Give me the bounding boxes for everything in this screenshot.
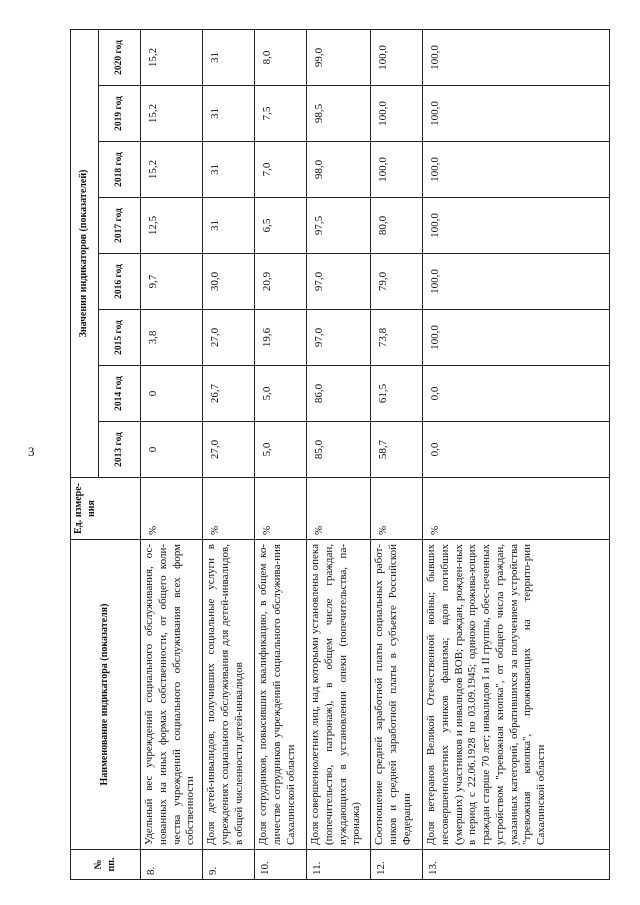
row-value: 0: [141, 366, 203, 422]
row-value: 7,5: [255, 86, 307, 142]
row-name: Доля детей-инвалидов, получивших социальные услуги в учреждениях социального обслуживания для детей-инвалидов, в общей численности детей-инвалидов: [203, 540, 255, 850]
row-value: 5,0: [255, 422, 307, 478]
row-value: 86,0: [307, 366, 371, 422]
row-value: 100,0: [371, 29, 423, 85]
row-value: 73,8: [371, 310, 423, 366]
row-value: 27,0: [203, 310, 255, 366]
row-value: 31: [203, 198, 255, 254]
row-unit: %: [141, 478, 203, 540]
row-name: Доля сотрудников, повысивших квалификацию, в общем ко-личестве сотрудников учреждений социального обслужива-ния Сахалинской области: [255, 540, 307, 850]
row-value: 98,5: [307, 86, 371, 142]
row-unit: %: [423, 478, 610, 540]
header-num: № пп.: [71, 850, 141, 880]
row-value: 7,0: [255, 142, 307, 198]
row-value: 98,0: [307, 142, 371, 198]
row-value: 85,0: [307, 422, 371, 478]
table-row: [141, 29, 203, 879]
row-value: 100,0: [371, 142, 423, 198]
table-row: [307, 29, 371, 879]
row-value: 12,5: [141, 198, 203, 254]
table-row: [371, 29, 423, 879]
row-value: 100,0: [371, 86, 423, 142]
table-row: [423, 29, 610, 879]
row-num: 9.: [203, 850, 255, 880]
row-value: 0,0: [423, 422, 610, 478]
row-unit: %: [255, 478, 307, 540]
table-row: [255, 29, 307, 879]
row-value: 30,0: [203, 254, 255, 310]
row-unit: %: [307, 478, 371, 540]
rotated-table-container: [70, 30, 610, 880]
row-value: 97,5: [307, 198, 371, 254]
row-value: 100,0: [423, 142, 610, 198]
row-num: 8.: [141, 850, 203, 880]
row-value: 19,6: [255, 310, 307, 366]
header-year: 2020 год: [99, 29, 141, 85]
row-value: 27,0: [203, 422, 255, 478]
row-value: 58,7: [371, 422, 423, 478]
row-name: Соотношение средней заработной платы социальных работ-ников и средней заработной платы в субъекте Российской Федерации: [371, 540, 423, 850]
header-unit: Ед. измере-ния: [71, 478, 141, 540]
row-name: Доля ветеранов Великой Отечественной войны; бывших несовершеннолетних узников фашизма; вдов погибших (умерших) участников и инвалидов ВОВ; граждан, рожден-ных в период с 22.06.1928 по 03.09.1945; одиноко прожива-ющих граждан старше 70 лет; инвалидов I и II группы, обес-печенных устройством "тревожная кнопка", от общего числа граждан, указанных категорий, обратившихся за получением устройства "тревожная кнопка", проживающих на террито-рии Сахалинской области: [423, 540, 610, 850]
row-num: 13.: [423, 850, 610, 880]
header-year: 2017 год: [99, 198, 141, 254]
header-year: 2016 год: [99, 254, 141, 310]
row-value: 97,0: [307, 254, 371, 310]
row-value: 100,0: [423, 198, 610, 254]
header-year: 2018 год: [99, 142, 141, 198]
header-year: 2015 год: [99, 310, 141, 366]
row-value: 100,0: [423, 29, 610, 85]
row-value: 15,2: [141, 86, 203, 142]
header-row-1: [71, 29, 99, 879]
row-value: 79,0: [371, 254, 423, 310]
row-value: 31: [203, 86, 255, 142]
row-value: 99,0: [307, 29, 371, 85]
row-num: 11.: [307, 850, 371, 880]
row-value: 26,7: [203, 366, 255, 422]
row-value: 5,0: [255, 366, 307, 422]
header-values-group: Значения индикаторов (показателей): [71, 29, 99, 477]
row-value: 100,0: [423, 254, 610, 310]
row-value: 31: [203, 29, 255, 85]
row-unit: %: [371, 478, 423, 540]
header-name: Наименование индикатора (показателя): [71, 540, 141, 850]
page-number: 3: [28, 444, 35, 459]
row-value: 20,9: [255, 254, 307, 310]
row-value: 8,0: [255, 29, 307, 85]
row-unit: %: [203, 478, 255, 540]
row-value: 6,5: [255, 198, 307, 254]
row-value: 15,2: [141, 29, 203, 85]
row-value: 0,0: [423, 366, 610, 422]
indicators-table: [70, 29, 610, 880]
row-value: 100,0: [423, 310, 610, 366]
row-value: 15,2: [141, 142, 203, 198]
row-num: 10.: [255, 850, 307, 880]
header-year: 2013 год: [99, 422, 141, 478]
row-value: 80,0: [371, 198, 423, 254]
row-value: 31: [203, 142, 255, 198]
row-value: 100,0: [423, 86, 610, 142]
row-num: 12.: [371, 850, 423, 880]
header-year: 2019 год: [99, 86, 141, 142]
row-value: 97,0: [307, 310, 371, 366]
row-value: 0: [141, 422, 203, 478]
row-value: 3,8: [141, 310, 203, 366]
table-row: [203, 29, 255, 879]
row-value: 9,7: [141, 254, 203, 310]
header-year: 2014 год: [99, 366, 141, 422]
row-name: Удельный вес учреждений социального обслуживания, ос-нованных на иных формах собственности, от общего коли-чества учреждений социального обслуживания всех форм собственности: [141, 540, 203, 850]
row-name: Доля совершеннолетних лиц, над которыми установлены опека (попечительство, патронаж), в общем числе граждан, нуждающихся в установлении опеки (попечительства, па-тронажа): [307, 540, 371, 850]
row-value: 61,5: [371, 366, 423, 422]
